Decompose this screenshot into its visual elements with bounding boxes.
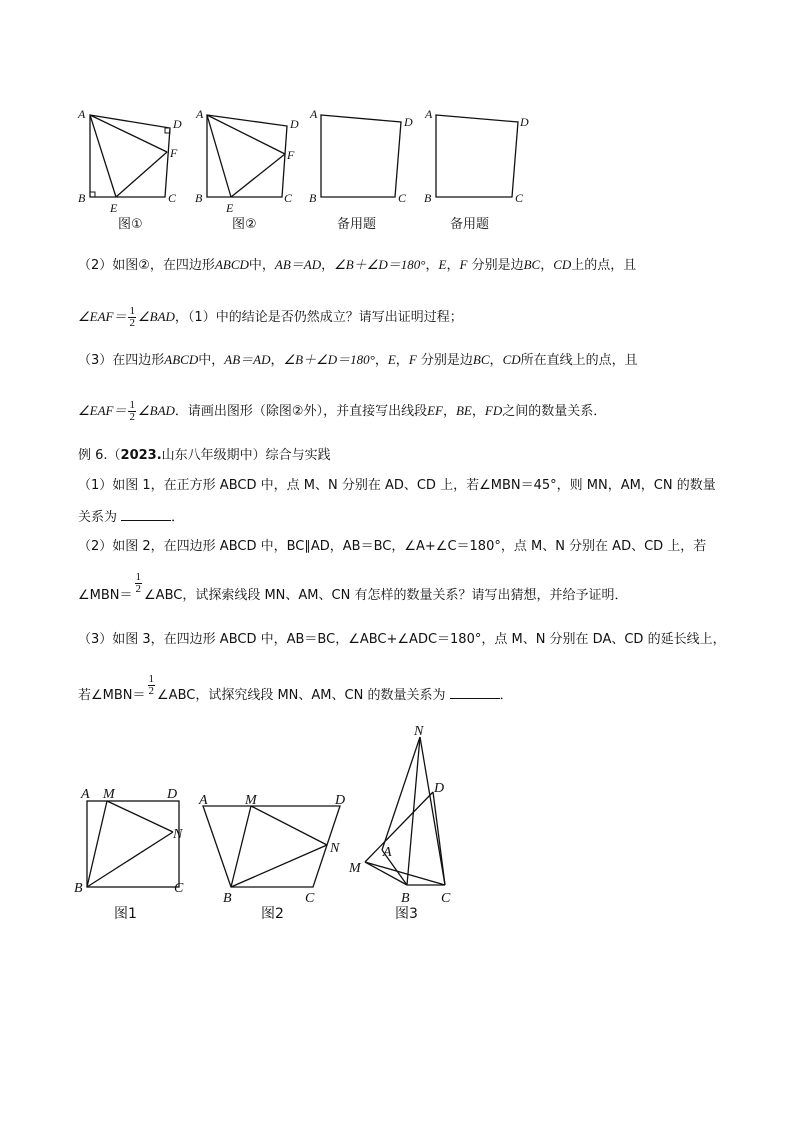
label-e: E [226,201,234,215]
label-d: D [404,115,413,129]
label-b: B [195,191,203,205]
label-c: C [174,881,184,896]
figure-spare-1 [305,100,420,235]
figure-caption: 图1 [114,906,137,922]
label-m: M [349,861,361,876]
label-m: M [103,787,115,802]
label-c: C [305,891,315,906]
example-6-part-3-b: 若∠MBN＝ $\frac{1}{2}$ ∠ABC，试探究线段 MN、AM、CN 的数量关系为 ． [78,673,513,703]
figure-1 [70,100,190,235]
example-6-part-3-a: （3）如图 3，在四边形 ABCD 中，AB＝BC，∠ABC+∠ADC＝180°，点 M、N 分别在 DA、CD 的延长线上， [78,632,726,647]
example-6-part-1-a: （1）如图 1，在正方形 ABCD 中，点 M、N 分别在 AD、CD 上，若∠MBN＝45°，则 MN，AM，CN 的数量 [78,478,716,493]
figure-caption: 备用题 [337,217,377,232]
figure-caption: 图2 [261,906,284,922]
figure-bottom-3 [345,720,470,930]
figure-caption: 备用题 [450,217,490,232]
label-a: A [310,107,318,121]
label-f: F [170,146,178,160]
figure-caption: 图② [232,217,257,232]
label-b: B [78,191,86,205]
label-b: B [74,881,83,896]
label-c: C [398,191,407,205]
example-6-heading: 例 6.（2023.山东八年级期中）综合与实践 [78,448,331,463]
label-b: B [309,191,317,205]
fraction: $\frac{1}{2}$ [129,399,135,423]
answer-blank [450,686,500,699]
example-6-part-2-a: （2）如图 2，在四边形 ABCD 中，BC∥AD，AB＝BC，∠A+∠C＝180°，点 M、N 分别在 AD、CD 上，若 [78,539,707,554]
label-f: F [287,148,295,162]
q3-line-1: （3）在四边形ABCD中，AB＝AD，∠B＋∠D＝180°，E，F 分别是边BC，CD所在直线上的点，且 [78,352,638,368]
label-d: D [173,117,182,131]
label-m: M [245,793,257,808]
fraction: $\frac{1}{2}$ [129,305,135,329]
figure-bottom-1 [70,780,195,930]
figure-2 [192,100,312,235]
label-b: B [223,891,232,906]
label-a: A [383,845,392,860]
label-c: C [441,891,451,906]
label-d: D [167,787,178,802]
label-c: C [168,191,177,205]
label-d: D [434,781,445,796]
example-6-part-1-b: 关系为 ． [78,510,185,525]
label-a: A [78,107,86,121]
label-e: E [110,201,118,215]
figure-spare-2 [420,100,540,235]
q3-line-2: ∠EAF＝ $\frac{1}{2}$ ∠BAD．请画出图形（除图②外），并直接写出线段EF，BE，FD之间的数量关系． [78,399,607,423]
figure-caption: 图3 [395,906,418,922]
label-d: D [290,117,299,131]
label-d: D [520,115,529,129]
fraction: $\frac{1}{2}$ [135,571,142,595]
q2-line-2: ∠EAF＝ $\frac{1}{2}$ ∠BAD，（1）中的结论是否仍然成立？请写出证明过程； [78,305,463,329]
answer-blank [121,508,171,521]
label-c: C [284,191,293,205]
label-a: A [199,793,208,808]
label-d: D [335,793,346,808]
label-n: N [414,724,424,739]
label-a: A [81,787,90,802]
label-b: B [401,891,410,906]
fraction: $\frac{1}{2}$ [148,673,155,697]
label-a: A [196,107,204,121]
q2-line-1: （2）如图②，在四边形ABCD中，AB＝AD，∠B＋∠D＝180°，E，F 分别是边BC，CD上的点，且 [78,257,637,273]
label-n: N [330,841,340,856]
figure-bottom-2 [195,780,355,930]
label-b: B [424,191,432,205]
example-6-part-2-b: ∠MBN＝ $\frac{1}{2}$ ∠ABC，试探索线段 MN、AM、CN 有怎样的数量关系？请写出猜想，并给予证明． [78,571,628,603]
figure-caption: 图① [118,217,143,232]
label-c: C [515,191,524,205]
label-n: N [173,827,183,842]
label-a: A [425,107,433,121]
